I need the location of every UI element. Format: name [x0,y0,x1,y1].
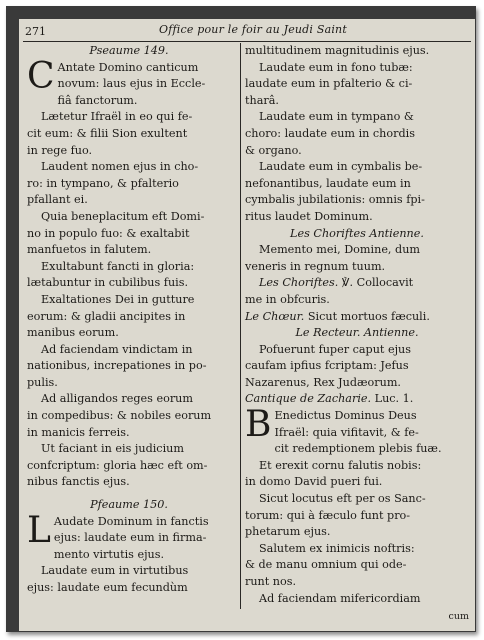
text-line: & organo. [245,143,302,157]
text-line: Pofuerunt fuper caput ejus [259,342,412,356]
canticle-benedictus [245,404,469,607]
text-line: Ut faciant in eis judicium [41,442,184,456]
header-rule [23,41,471,42]
text-line: multitudinem magnitudinis ejus. [245,44,430,57]
psalm-heading: Pfeaume 150. [90,498,168,512]
text-line: in domo David pueri fui. [245,475,383,489]
text-line: Lætetur Ifraël in eo qui fe- [41,110,193,124]
text-line: runt nos. [245,575,297,588]
text-line: Ifraël: quia vifitavit, & fe- [274,425,419,439]
left-column [27,43,231,597]
text-line: eorum: & gladii ancipites in [27,309,186,323]
text-line: Laudate eum in fono tubæ: [259,60,413,74]
text-line: phetarum ejus. [245,525,331,539]
text-line: Exultabunt fancti in gloria: [41,259,195,273]
text-line: no in populo fuo: & exaltabit [27,226,190,240]
text-line: Quia beneplacitum eft Domi- [41,209,205,223]
page-number: 271 [25,25,46,38]
psalm-149 [27,55,231,491]
response-text: Sicut mortuos fæculi. [304,309,430,323]
text-line: manibus eorum. [27,326,119,340]
text-line: nefonantibus, laudate eum in [245,176,411,190]
text-line: nationibus, increpationes in po- [27,359,207,373]
text-line: in manicis ferreis. [27,425,130,439]
text-line: & de manu omnium qui ode- [245,558,407,572]
text-line: me in obfcuris. [245,292,330,306]
psalm-150 [27,509,231,597]
text-line: Ad alligandos reges eorum [41,392,193,406]
text-line: cit eum: & filii Sion exultent [27,126,188,140]
text-line: cit redemptionem plebis fuæ. [274,442,442,456]
text-line: Nazarenus, Rex Judæorum. [245,375,401,389]
text-line: in compedibus: & nobiles eorum [27,409,212,423]
catchword: cum [448,611,469,622]
text-line: ritus laudet Dominum. [245,209,373,223]
rubric: Les Choriftes Antienne. [290,226,424,240]
text-line: ejus: laudate eum in firma- [53,531,207,545]
right-column [245,43,469,607]
text-line: pfallant ei. [27,193,88,207]
text-line: ejus: laudate eum fecundùm [27,581,188,594]
text-line: novum: laus ejus in Eccle- [57,77,206,91]
text-line: nibus fanctis ejus. [27,475,130,489]
rubric: Le Recteur. Antienne. [295,326,419,340]
drop-cap: L [27,509,51,551]
text-line: Laudent nomen ejus in cho- [41,160,199,174]
photo-frame [6,6,476,632]
text-line: Enedictus Dominus Deus [274,409,417,423]
text-line: Memento mei, Domine, dum [259,243,421,257]
text-line: tharâ. [245,93,279,107]
text-line: cymbalis jubilationis: omnis fpi- [245,193,425,207]
text-line: choro: laudate eum in chordis [245,126,415,140]
text-line: Audate Dominum in fanctis [53,514,209,528]
text-line: fiâ fanctorum. [57,93,138,107]
canticle-heading [245,391,469,408]
drop-cap: C [27,55,55,97]
rubric-line [245,309,469,326]
text-line: torum: qui à fæculo funt pro- [245,508,411,522]
text-line: Ad faciendam vindictam in [41,342,193,356]
running-header [19,23,475,41]
text-line: Laudate eum in cymbalis be- [259,160,423,174]
rubric: Le Chœur. [245,309,305,323]
text-line: Exaltationes Dei in gutture [41,292,195,306]
text-line: mento virtutis ejus. [53,547,165,561]
rubric: Les Choriftes. [259,276,339,290]
text-line: Antate Domino canticum [57,60,199,74]
text-line: laudate eum in pfalterio & ci- [245,77,413,91]
page-title: Office pour le foir au Jeudi Saint [159,23,347,36]
psalm-heading: Pseaume 149. [89,44,169,57]
text-line: Salutem ex inimicis noftris: [259,541,415,555]
text-line: manfuetos in falutem. [27,243,152,257]
text-line: Sicut locutus eft per os Sanc- [259,492,426,506]
text-line: lætabuntur in cubilibus fuis. [27,276,189,290]
book-page [19,19,475,631]
text-line: veneris in regnum tuum. [245,259,386,273]
canticle-reference: Luc. 1. [371,392,414,406]
text-line: ro: in tympano, & pfalterio [27,176,179,190]
text-line: confcriptum: gloria hæc eft om- [27,458,208,472]
text-line: Ad faciendam mifericordiam [259,591,421,605]
column-divider [240,43,241,609]
text-line: caufam ipfius fcriptam: Jefus [245,359,409,373]
text-line: Et erexit cornu falutis nobis: [259,458,422,472]
text-line: Laudate eum in virtutibus [41,564,189,578]
drop-cap: B [245,404,272,446]
text-line: pulis. [27,375,58,389]
versicle-text: ℣. Collocavit [338,276,414,290]
canticle-title: Cantique de Zacharie. [245,392,372,406]
rubric-line [245,275,469,292]
text-line: Laudate eum in tympano & [259,110,414,124]
text-line: in rege fuo. [27,143,93,157]
